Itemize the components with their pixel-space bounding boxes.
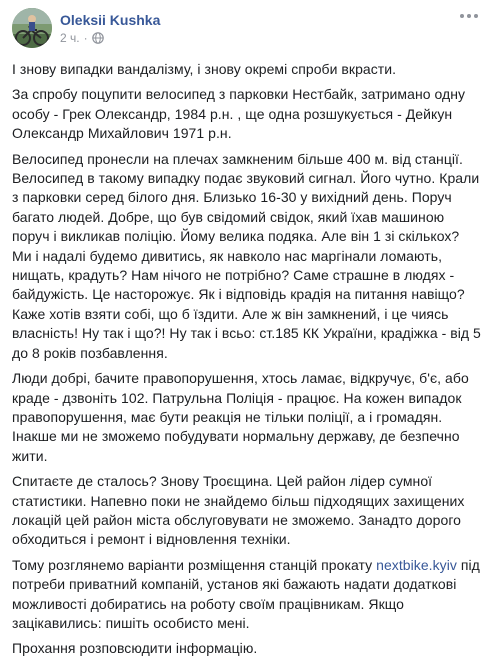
globe-icon bbox=[92, 32, 104, 44]
author-name[interactable]: Oleksii Kushka bbox=[60, 12, 161, 28]
post-timestamp[interactable]: 2 ч. bbox=[60, 31, 80, 45]
more-options-icon[interactable] bbox=[458, 8, 480, 24]
post-paragraph: Люди добрі, бачите правопорушення, хтось ламає, відкручує, б'є, або краде - дзвоніть 102. Патрульна Поліція - працює. На кожен випадок правопорушення, має бути реакція не тільки поліції, а і громадян. Інакше ми не зможемо побудувати нормальну державу, де безпечно жити. bbox=[12, 370, 469, 464]
post-paragraph: І знову випадки вандалізму, і знову окремі спроби вкрасти. bbox=[12, 61, 397, 77]
nextbike-link[interactable]: nextbike.kyiv bbox=[376, 556, 457, 573]
more-dot bbox=[467, 14, 471, 18]
paragraph-text-before: Тому розглянемо варіанти розміщення станцій прокату bbox=[12, 556, 377, 573]
post-paragraph: Спитаєте де сталось? Знову Троєщина. Цей район лідер сумної статистики. Напевно поки не знайдемо більш підходящих захищених локацій цей район міста обслуговувати не зможемо. Занадто дорого обходиться і ремонт і відновлення техніки. bbox=[12, 473, 465, 548]
post-subline bbox=[60, 30, 160, 46]
more-dot bbox=[460, 14, 464, 18]
meta-separator: · bbox=[83, 31, 88, 45]
post-meta bbox=[60, 8, 160, 46]
post-header bbox=[12, 8, 482, 54]
post-closing: Прохання розповсюдити інформацію. bbox=[12, 640, 258, 657]
paragraph-text-after: під потреби приватний компаній, установ які бажають надати додаткові можливості добиратись на роботу своїм працівникам. Якщо зацікавились: пишіть особисто мені. bbox=[12, 556, 480, 631]
more-dot bbox=[474, 14, 478, 18]
post-paragraph: За спробу поцупити велосипед з парковки Нестбайк, затримано одну особу - Грек Олександр, 1984 р.н. , ще одна розшукується - Дейкун Олександр Михайлович 1971 р.н. bbox=[12, 86, 466, 142]
post-paragraph-with-link bbox=[12, 556, 482, 634]
post-body bbox=[12, 60, 482, 659]
post-paragraph: Велосипед пронесли на плечах замкненим більше 400 м. від станції. Велосипед в такому випадку подає звуковий сигнал. Його чутно. Крали з парковки серед білого дня. Близько 16-30 у вихідний день. Поруч багато людей. Добре, що був свідомий свідок, який їхав машиною поруч і викликав поліцію. Йому велика подяка. Але він 1 зі скількох? Ми і надалі будемо дивитись, як навколо нас маргінали ломають, нищать, крадуть? Нам нічого не потрібно? Саме страшне в людях - байдужість. Це насторожує. Як і відповідь крадія на питання навіщо? Каже хотів взяти собі, що б їздити. Але ж він замкнений, і це чиясь власність! Ну так і що?! Ну так і всьо: ст.185 КК України, крадіжка - від 5 до 8 років позбавлення. bbox=[12, 150, 481, 361]
author-avatar[interactable] bbox=[12, 8, 52, 48]
avatar-image bbox=[12, 8, 52, 48]
